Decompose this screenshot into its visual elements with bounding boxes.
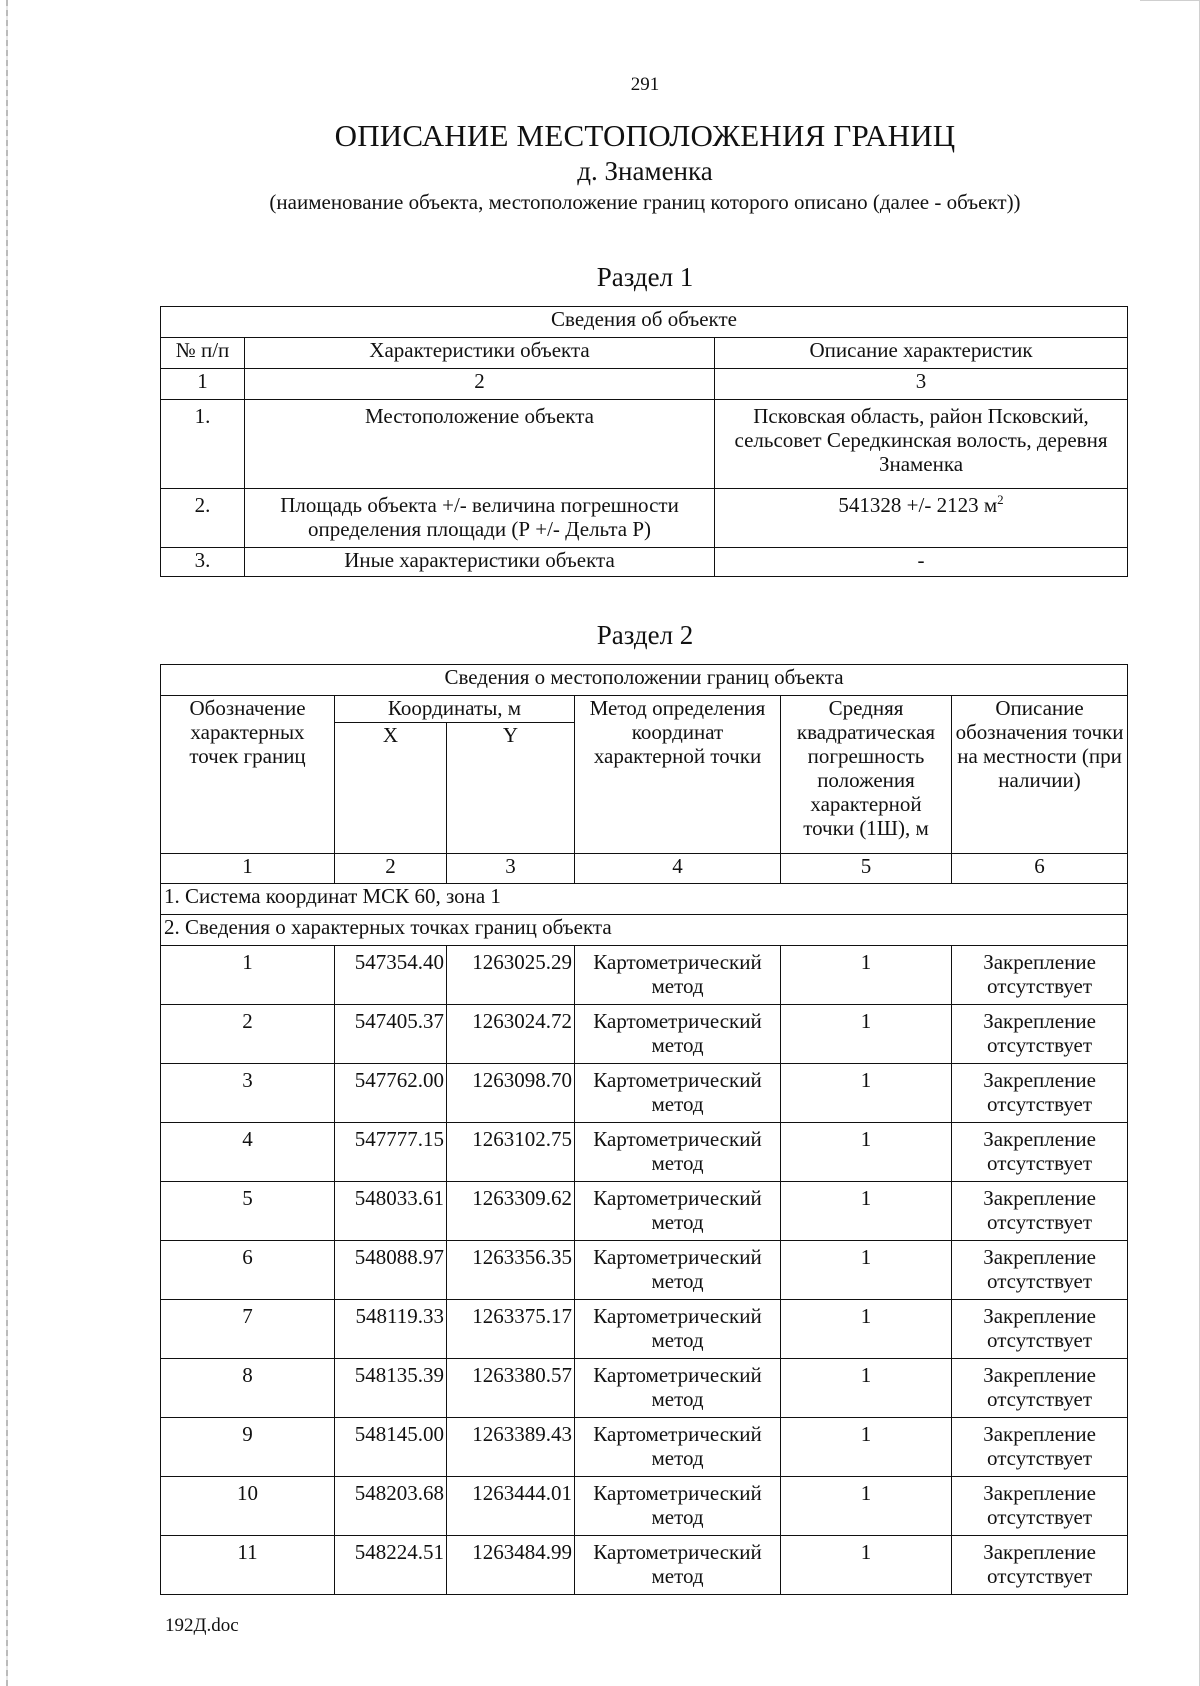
column-number: 6 [952, 854, 1128, 884]
coordinate-x: 548088.97 [335, 1241, 447, 1300]
point-description: Закрепление отсутствует [952, 1536, 1128, 1595]
points-body [161, 946, 1128, 1595]
points-caption: 2. Сведения о характерных точках границ объекта [161, 915, 1128, 946]
coordinate-x: 548203.68 [335, 1477, 447, 1536]
table-row [161, 1123, 1128, 1182]
coordinate-y: 1263375.17 [447, 1300, 575, 1359]
method: Картометрический метод [575, 1064, 781, 1123]
point-description: Закрепление отсутствует [952, 1182, 1128, 1241]
section2-heading: Раздел 2 [596, 620, 694, 650]
column-header-method: Метод определения координат характерной точки [575, 696, 781, 854]
table-row [161, 1477, 1128, 1536]
point-description: Закрепление отсутствует [952, 1005, 1128, 1064]
column-number: 3 [715, 369, 1128, 400]
table-header-row [161, 696, 1128, 723]
point-id: 4 [161, 1123, 335, 1182]
column-header-error: Средняя квадратическая погрешность положения характерной точки (1Ш), м [781, 696, 952, 854]
coordinate-x: 548135.39 [335, 1359, 447, 1418]
table-row [161, 946, 1128, 1005]
coordinate-x: 547354.40 [335, 946, 447, 1005]
table-row [161, 1064, 1128, 1123]
point-description: Закрепление отсутствует [952, 1064, 1128, 1123]
table-caption-row [161, 665, 1128, 696]
point-description: Закрепление отсутствует [952, 1241, 1128, 1300]
scan-edge-top [1140, 0, 1200, 1]
column-number: 1 [161, 854, 335, 884]
column-header-coordinates: Координаты, м [335, 696, 575, 723]
coordinate-y: 1263356.35 [447, 1241, 575, 1300]
column-header: № п/п [161, 338, 245, 369]
table-row [161, 1241, 1128, 1300]
area-unit-superscript: 2 [997, 492, 1004, 507]
document-title: ОПИСАНИЕ МЕСТОПОЛОЖЕНИЯ ГРАНИЦ [334, 118, 956, 153]
table-row [161, 400, 1128, 489]
table-row [161, 489, 1128, 548]
row-number: 3. [161, 548, 245, 577]
column-header-description: Описание обозначения точки на местности (при наличии) [952, 696, 1128, 854]
characteristic: Местоположение объекта [245, 400, 715, 489]
point-description: Закрепление отсутствует [952, 946, 1128, 1005]
point-id: 2 [161, 1005, 335, 1064]
table-caption-row [161, 307, 1128, 338]
coordinate-y: 1263024.72 [447, 1005, 575, 1064]
column-number-row [161, 854, 1128, 884]
table-header-row [161, 338, 1128, 369]
coordinate-y: 1263025.29 [447, 946, 575, 1005]
page-number: 291 [630, 74, 660, 95]
section1-heading: Раздел 1 [596, 262, 694, 292]
point-description: Закрепление отсутствует [952, 1477, 1128, 1536]
row-number: 1. [161, 400, 245, 489]
method: Картометрический метод [575, 1005, 781, 1064]
mean-error: 1 [781, 946, 952, 1005]
table-row [161, 1359, 1128, 1418]
method: Картометрический метод [575, 1477, 781, 1536]
method: Картометрический метод [575, 1182, 781, 1241]
coordinate-system-row [161, 884, 1128, 915]
coordinate-y: 1263380.57 [447, 1359, 575, 1418]
object-name: д. Знаменка [577, 156, 713, 186]
method: Картометрический метод [575, 1536, 781, 1595]
column-header-x: X [335, 723, 447, 854]
point-description: Закрепление отсутствует [952, 1123, 1128, 1182]
point-id: 8 [161, 1359, 335, 1418]
table-row [161, 1182, 1128, 1241]
table-row [161, 548, 1128, 577]
method: Картометрический метод [575, 1241, 781, 1300]
mean-error: 1 [781, 1536, 952, 1595]
table-row [161, 1536, 1128, 1595]
method: Картометрический метод [575, 946, 781, 1005]
characteristic-value: Псковская область, район Псковский, сельсовет Середкинская волость, деревня Знаменка [715, 400, 1128, 489]
mean-error: 1 [781, 1123, 952, 1182]
coordinate-y: 1263484.99 [447, 1536, 575, 1595]
column-number: 5 [781, 854, 952, 884]
mean-error: 1 [781, 1064, 952, 1123]
point-id: 10 [161, 1477, 335, 1536]
boundary-points-table [160, 664, 1128, 1595]
point-id: 3 [161, 1064, 335, 1123]
characteristic: Иные характеристики объекта [245, 548, 715, 577]
coordinate-y: 1263309.62 [447, 1182, 575, 1241]
point-description: Закрепление отсутствует [952, 1359, 1128, 1418]
coordinate-x: 547777.15 [335, 1123, 447, 1182]
characteristic: Площадь объекта +/- величина погрешности определения площади (Р +/- Дельта Р) [245, 489, 715, 548]
table-caption: Сведения о местоположении границ объекта [161, 665, 1128, 696]
point-id: 9 [161, 1418, 335, 1477]
coordinate-system: 1. Система координат МСК 60, зона 1 [161, 884, 1128, 915]
points-caption-row [161, 915, 1128, 946]
area-value: 541328 +/- 2123 м [838, 493, 998, 517]
column-number: 1 [161, 369, 245, 400]
coordinate-y: 1263444.01 [447, 1477, 575, 1536]
method: Картометрический метод [575, 1300, 781, 1359]
point-id: 1 [161, 946, 335, 1005]
column-number: 2 [335, 854, 447, 884]
object-caption: (наименование объекта, местоположение границ которого описано (далее - объект)) [269, 190, 1021, 214]
table-row [161, 1418, 1128, 1477]
mean-error: 1 [781, 1182, 952, 1241]
characteristic-value: - [715, 548, 1128, 577]
column-number: 3 [447, 854, 575, 884]
point-id: 11 [161, 1536, 335, 1595]
column-number-row [161, 369, 1128, 400]
point-id: 5 [161, 1182, 335, 1241]
method: Картометрический метод [575, 1418, 781, 1477]
coordinate-y: 1263389.43 [447, 1418, 575, 1477]
method: Картометрический метод [575, 1359, 781, 1418]
table-caption: Сведения об объекте [161, 307, 1128, 338]
object-info-table [160, 306, 1128, 577]
table-row [161, 1005, 1128, 1064]
coordinate-x: 548145.00 [335, 1418, 447, 1477]
column-header: Описание характеристик [715, 338, 1128, 369]
row-number: 2. [161, 489, 245, 548]
point-description: Закрепление отсутствует [952, 1418, 1128, 1477]
coordinate-x: 548119.33 [335, 1300, 447, 1359]
column-header: Характеристики объекта [245, 338, 715, 369]
footer-filename: 192Д.doc [165, 1615, 239, 1636]
coordinate-x: 547405.37 [335, 1005, 447, 1064]
mean-error: 1 [781, 1418, 952, 1477]
table-row [161, 1300, 1128, 1359]
column-header-point: Обозначение характерных точек границ [161, 696, 335, 854]
mean-error: 1 [781, 1241, 952, 1300]
characteristic-value-cell [715, 489, 1128, 548]
coordinate-x: 548033.61 [335, 1182, 447, 1241]
method: Картометрический метод [575, 1123, 781, 1182]
mean-error: 1 [781, 1005, 952, 1064]
column-number: 4 [575, 854, 781, 884]
column-header-y: Y [447, 723, 575, 854]
mean-error: 1 [781, 1477, 952, 1536]
coordinate-y: 1263098.70 [447, 1064, 575, 1123]
point-id: 7 [161, 1300, 335, 1359]
mean-error: 1 [781, 1359, 952, 1418]
coordinate-x: 547762.00 [335, 1064, 447, 1123]
point-description: Закрепление отсутствует [952, 1300, 1128, 1359]
coordinate-y: 1263102.75 [447, 1123, 575, 1182]
scan-edge-left [6, 0, 8, 1686]
column-number: 2 [245, 369, 715, 400]
coordinate-x: 548224.51 [335, 1536, 447, 1595]
point-id: 6 [161, 1241, 335, 1300]
mean-error: 1 [781, 1300, 952, 1359]
